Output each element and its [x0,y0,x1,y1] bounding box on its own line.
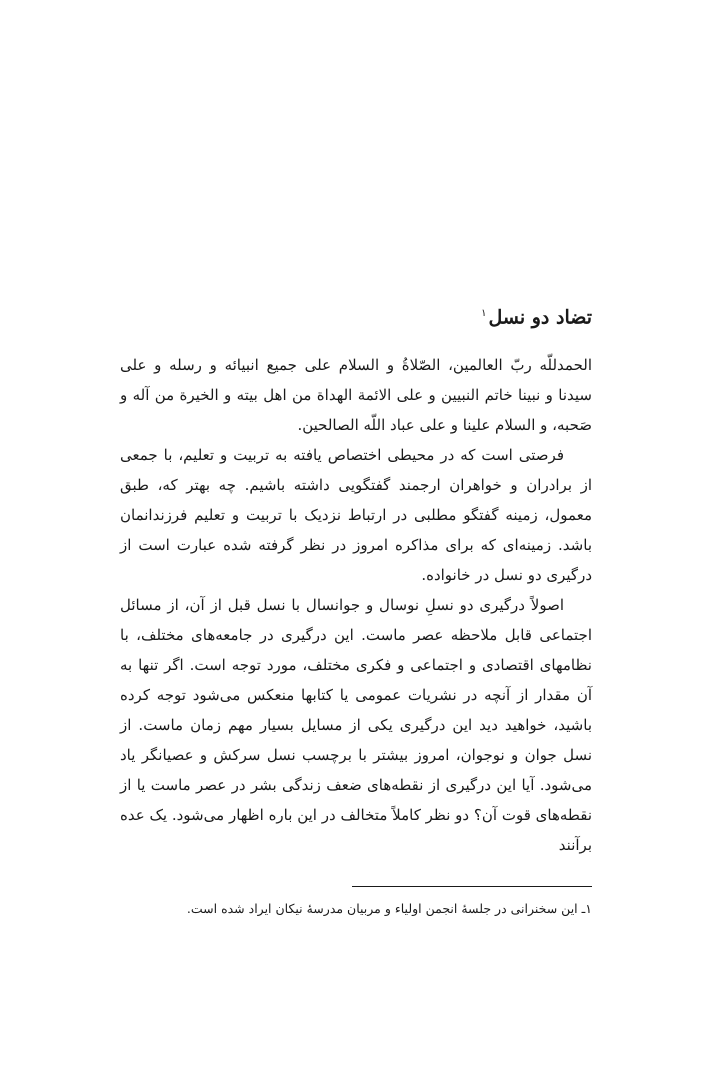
document-page [120,0,592,1065]
heading-title: تضاد دو نسل [488,306,592,329]
paragraph-invocation: الحمدللّه ربّ العالمین، الصّلاةُ و السلام علی جمیع انبیائه و رسله و علی سیدنا و نبینا خاتم النبیین و علی الائمة الهداة من اهل بیته و الخیرة من آله و صَحبه، و السلام علینا و علی عباد اللّه الصالحین. [120,356,592,434]
paragraph-intro: فرصتی است که در محیطی اختصاص یافته به تربیت و تعلیم، با جمعی از برادران و خواهران ارجمند گفتگویی داشته باشیم. چه بهتر که، طبق معمول، زمینه گفتگو مطلبی در ارتباط نزدیک با تربیت و تعلیم فرزندانمان باشد. زمینه‌ای که برای مذاکره امروز در نظر گرفته شده عبارت است از درگیری دو نسل در خانواده. [120,446,592,584]
footnote-marker: ۱ [481,308,487,319]
footnote: ۱ـ این سخنرانی در جلسهٔ انجمن اولیاء و مربیان مدرسهٔ نیکان ایراد شده است. [186,901,592,916]
paragraph-main: اصولاً درگیری دو نسلِ نوسال و جوانسال با نسل قبل از آن، از مسائل اجتماعی قابل ملاحظه عصر ماست. این درگیری در جامعه‌های مختلف، با نظامهای اقتصادی و اجتماعی و فکری مختلف، مورد توجه است. اگر تنها به آن مقدار از آنچه در نشریات عمومی یا کتابها منعکس می‌شود توجه کرده باشید، خواهید دید این درگیری یکی از مسایل بسیار مهم زمان ماست. از نسل جوان و نوجوان، امروز بیشتر با برچسب نسل سرکش و عصیانگر یاد می‌شود. آیا این درگیری از نقطه‌های ضعف زندگی بشر در عصر ماست یا از نقطه‌های قوت آن؟ دو نظر کاملاً متخالف در این باره اظهار می‌شود. یک عده برآنند [120,596,592,854]
body-text [120,350,592,860]
section-heading [481,300,592,331]
footnote-divider [352,886,592,887]
